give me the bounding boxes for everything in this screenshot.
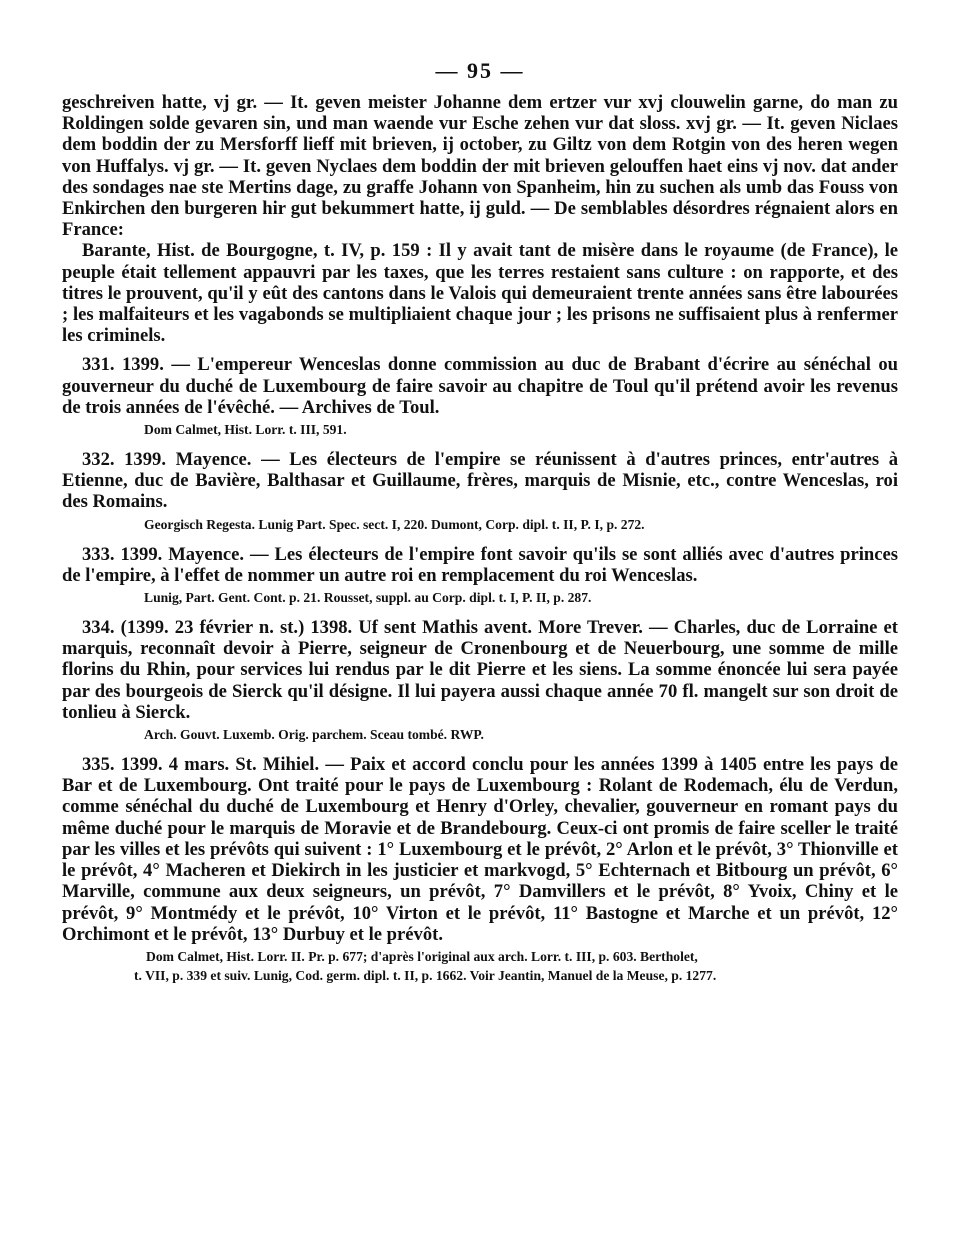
entry-head: 331. 1399.: [82, 354, 164, 376]
entry-head: 332. 1399. Mayence.: [82, 449, 252, 471]
entry-333: [62, 544, 898, 607]
entry-text: — L'empereur Wenceslas donne commission au duc de Brabant d'écrire au sénéchal ou gouverneur du duché de Luxembourg de faire savoir au chapitre de Toul qu'il prétend avoir les revenus de trois années de l'évêché. — Archives de Toul.: [62, 354, 898, 418]
entry-source: Dom Calmet, Hist. Lorr. t. III, 591.: [144, 422, 347, 438]
entry-source-line: t. VII, p. 339 et suiv. Lunig, Cod. germ. dipl. t. II, p. 1662. Voir Jeantin, Manuel de la Meuse, p. 1277.: [134, 967, 717, 983]
entry-text: — Les électeurs de l'empire se réunissent à d'autres princes, entr'autres à Etienne, duc de Bavière, Balthasar et Guillaume, frères, marquis de Misnie, etc., contre Wenceslas, roi des Romains.: [62, 449, 898, 513]
entry-source: Georgisch Regesta. Lunig Part. Spec. sect. I, 220. Dumont, Corp. dipl. t. II, P. I, p. 272.: [144, 516, 645, 532]
entry-head: 333. 1399. Mayence.: [82, 543, 245, 565]
entry-source-line: Dom Calmet, Hist. Lorr. II. Pr. p. 677; d'après l'original aux arch. Lorr. t. III, p. 603. Bertholet,: [146, 948, 698, 964]
entry-332: [62, 449, 898, 534]
entry-335: [62, 754, 898, 985]
intro-citation: Barante, Hist. de Bourgogne, t. IV, p. 159 : Il y avait tant de misère dans le royaume (de France), le peuple était tellement appauvri par les taxes, que les terres restaient sans culture : on rapporte, et des titres le prouvent, qu'il y eût des cantons dans le Valois qui demeuraient trente années sans être labourées ; les malfaiteurs et les vagabonds se multipliaient chaque jour ; les prisons ne suffisaient plus à renfermer les criminels.: [62, 240, 898, 347]
entry-text: — Paix et accord conclu pour les années 1399 à 1405 entre les pays de Bar et de Luxembourg. Ont traité pour le pays de Luxembourg : Rolant de Rodemach, élu de Verdun, comme sénéchal du duché de Luxembourg et Henry d'Orley, chevalier, gouverneur en romant pays du même duché pour le marquis de Moravie et de Brandebourg. Ceux-ci ont promis de faire sceller le traité par les villes et les prévôts qui suivent : 1° Luxembourg et le prévôt, 2° Arlon et le prévôt, 3° Thionville et le prévôt, 4° Macheren et Diekirch in les justicier et markvogd, 5° Echternach et Bitbourg un prévôt, 6° Marville, commune aux deux seigneurs, un prévôt, 7° Damvillers et le prévôt, 8° Yvoix, Chiny et le prévôt, 9° Montmédy et le prévôt, 10° Virton et le prévôt, 11° Bastogne et Marche et un prévôt, 12° Orchimont et le prévôt, 13° Durbuy et le prévôt.: [62, 754, 898, 945]
intro-paragraph: geschreiven hatte, vj gr. — It. geven meister Johanne dem ertzer vur xvj clouwelin garne, do man zu Roldingen solde gevaren sin, und man waende vur Esche zehen vur dat sloss. xvj gr. — It. geven Niclaes dem boddin der zu Mersforff lieff mit brieven, ij october, zu Giltz von dem Rotgin von des heren wegen von Huffalys. vj gr. — It. geven Nyclaes dem boddin der mit brieven gelouffen haet eins vj nov. dat ander des sondages nae ste Mertins dage, zu graffe Johann von Spanheim, hin zu suchen als umb das Fouss von Enkirchen den burgeren hir gut bekummert hatte, ij guld. — De semblables désordres régnaient alors en France:: [62, 92, 898, 241]
entry-text: — Les électeurs de l'empire font savoir qu'ils se sont alliés avec d'autres princes de l'empire, à l'effet de nommer un autre roi en remplacement du roi Wenceslas.: [62, 543, 899, 586]
entry-source: [62, 947, 898, 985]
entry-text: — Charles, duc de Lorraine et marquis, reconnaît devoir à Pierre, seigneur de Cronenbourg et de Neuerbourg, une somme de mille florins du Rhin, pour services lui rendus par le dit Pierre et les siens. La somme énoncée lui sera payée par des bourgeois de Sierck qu'il désigne. Il lui payera aussi chaque année 70 fl. mangelt sur son droit de tonlieu à Sierck.: [62, 617, 898, 723]
document-page: [62, 58, 898, 985]
entry-head: 335. 1399. 4 mars. St. Mihiel.: [82, 754, 320, 776]
page-number: — 95 —: [435, 58, 525, 83]
entry-source: Arch. Gouvt. Luxemb. Orig. parchem. Sceau tombé. RWP.: [144, 727, 484, 743]
entry-head: 334. (1399. 23 février n. st.) 1398. Uf sent Mathis avent. More Trever.: [82, 617, 643, 639]
entry-source: Lunig, Part. Gent. Cont. p. 21. Rousset, suppl. au Corp. dipl. t. I, P. II, p. 287.: [144, 590, 592, 606]
entry-334: [62, 617, 898, 744]
entry-331: [62, 354, 898, 439]
